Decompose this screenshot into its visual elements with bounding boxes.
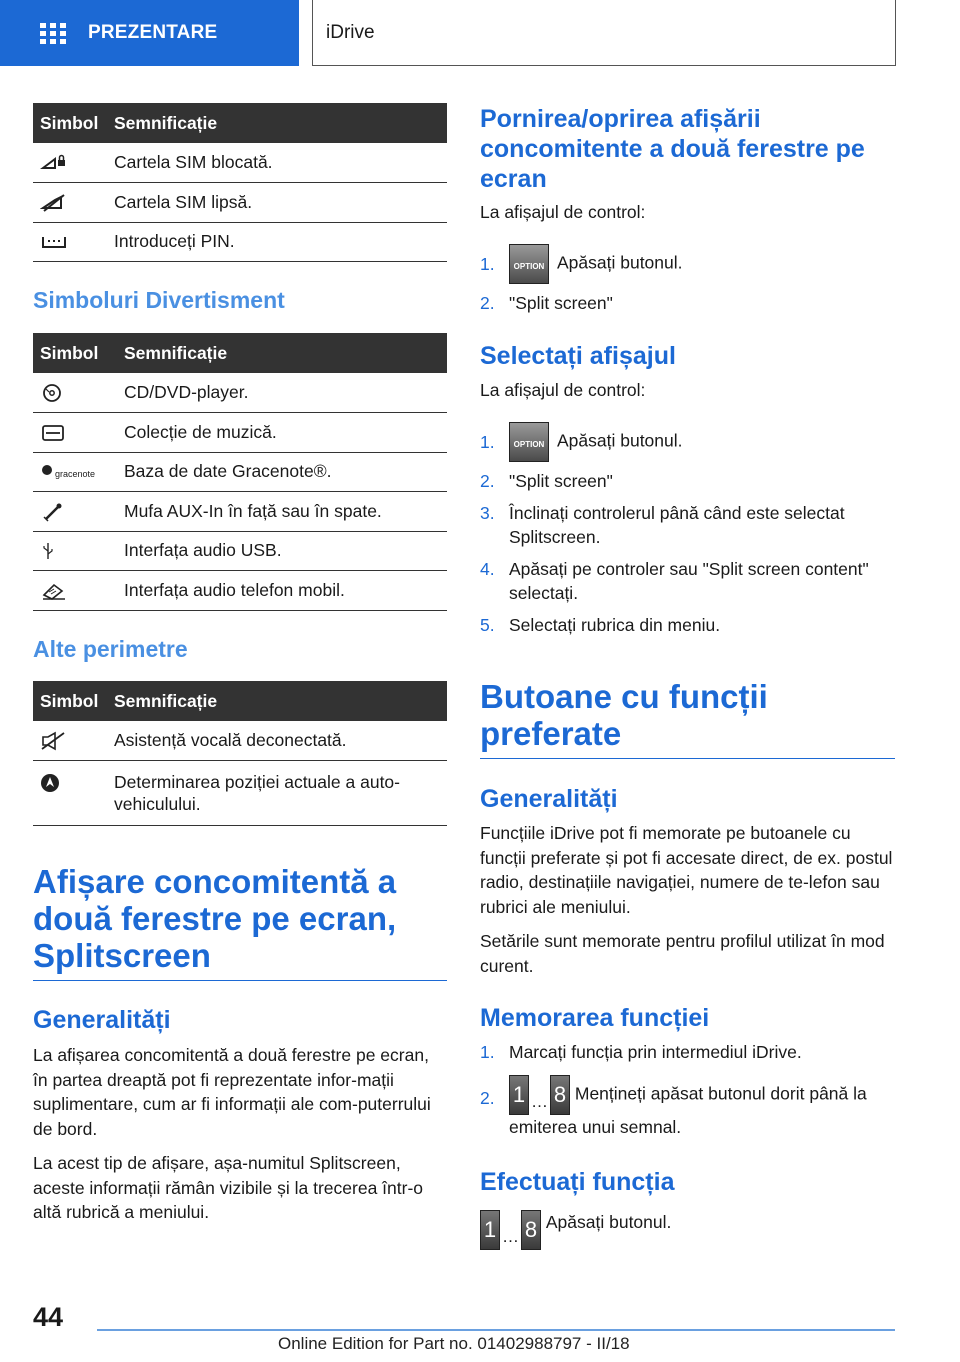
entertainment-heading: Simboluri Divertisment [33,287,285,313]
select-heading: Selectați afișajul [480,342,676,370]
aux-in-icon [40,502,68,522]
sim-missing-icon [40,193,68,213]
select-steps [480,418,895,638]
page-number: 44 [33,1302,64,1332]
gracenote-icon [40,462,106,482]
list-item: 1. OPTION Apăsați butonul. [480,418,895,466]
usb-icon [40,541,68,561]
splitscreen-heading: Afișare concomitentă a două ferestre pe ecran, Splitscreen [33,863,447,981]
column-header-symbol: Simbol [33,681,114,721]
store-steps [480,1040,895,1139]
vehicle-position-icon [40,773,68,793]
voice-disconnected-icon [40,731,68,751]
split-general-heading: Generalități [33,1006,171,1034]
table-row: Interfața audio telefon mobil. [33,571,447,611]
sim-locked-icon [40,153,68,173]
toggle-steps [480,240,895,316]
list-item: 2. 1 … 8 Mențineți apăsat butonul dorit până la emiterea unui semnal. [480,1075,895,1140]
cd-dvd-icon [40,383,68,403]
table-row: Mufa AUX-In în față sau în spate. [33,492,447,532]
select-intro: La afișajul de control: [480,380,646,400]
footer-divider [97,1329,895,1331]
favorite-button-1[interactable]: 1 [480,1210,500,1250]
store-function-heading: Memorarea funcției [480,1004,710,1032]
music-collection-icon [40,423,68,443]
favorites-paragraph-1: Funcțiile iDrive pot fi memorate pe butoanele cu funcții preferate și pot fi accesate direct, de ex. postul radio, destinațiile navigației, numere de te-lefon sau rubrici ale meniului. [480,823,893,917]
favorites-general-heading: Generalități [480,785,618,813]
table-row: gracenote Baza de date Gracenote®. [33,452,447,492]
split-paragraph-1: La afișarea concomitentă a două ferestre pe ecran, în partea dreaptă pot fi reprezentate infor-mații suplimentare, cum ar fi informații ale com-puterrului de bord. [33,1045,431,1139]
table-row: Introduceți PIN. [33,222,447,262]
option-button[interactable]: OPTION [509,244,549,284]
favorite-button-8[interactable]: 8 [521,1210,541,1250]
chapter-title: iDrive [326,21,375,43]
list-item: 2. "Split screen" [480,471,613,491]
grid-menu-icon [40,22,66,44]
execute-function-text: Apăsați butonul. [545,1212,672,1232]
key-range-dots: … [502,1227,519,1247]
column-header-symbol: Simbol [33,333,124,373]
top-header [0,0,960,66]
pin-entry-icon [40,232,68,252]
table-row: Interfața audio USB. [33,531,447,571]
other-symbol-table [33,681,447,826]
toggle-heading: Pornirea/oprirea afișării concomitente a două ferestre pe ecran [480,105,865,193]
favorites-heading: Butoane cu funcții preferate [480,678,895,759]
favorite-button-8[interactable]: 8 [550,1075,570,1115]
list-item: 4. Apăsați pe controler sau "Split screen content" selectați. [480,558,869,604]
other-heading: Alte perimetre [33,636,188,662]
execute-function-row [480,1210,895,1250]
list-item: 3. Înclinați controlerul până când este selectat Splitscreen. [480,502,845,548]
sim-symbol-table [33,103,447,262]
column-header-symbol: Simbol [33,103,114,143]
section-title: PREZENTARE [88,22,218,43]
edition-text: Online Edition for Part no. 01402988797 - II/18 [278,1334,630,1353]
column-header-meaning: Semnificație [114,681,447,721]
list-item: 1. Marcați funcția prin intermediul iDrive. [480,1042,802,1062]
column-header-meaning: Semnificație [124,333,447,373]
split-paragraph-2: La acest tip de afișare, așa-numitul Splitscreen, aceste informații rămân vizibile și la trecerea într-o altă rubrică a meniului. [33,1153,424,1223]
chapter-tab [312,0,896,66]
table-row: Cartela SIM lipsă. [33,183,447,223]
table-row: Colecție de muzică. [33,413,447,453]
option-button[interactable]: OPTION [509,422,549,462]
column-header-meaning: Semnificație [114,103,447,143]
favorite-button-1[interactable]: 1 [509,1075,529,1115]
table-row: CD/DVD-player. [33,373,447,413]
svg-text:gracenote: gracenote [55,469,96,480]
list-item: 5. Selectați rubrica din meniu. [480,614,721,635]
entertainment-symbol-table [33,333,447,611]
table-row: Determinarea poziției actuale a auto-vehiculului. [33,761,447,826]
phone-audio-icon [40,581,68,601]
section-tab[interactable] [0,0,299,66]
list-item: 1. OPTION Apăsați butonul. [480,240,895,288]
table-row: Asistență vocală deconectată. [33,721,447,761]
execute-function-heading: Efectuați funcția [480,1168,675,1196]
toggle-intro: La afișajul de control: [480,202,646,222]
favorites-paragraph-2: Setările sunt memorate pentru profilul utilizat în mod curent. [480,931,885,976]
table-row: Cartela SIM blocată. [33,143,447,183]
list-item: 2. "Split screen" [480,293,613,313]
key-range-dots: … [531,1092,548,1111]
